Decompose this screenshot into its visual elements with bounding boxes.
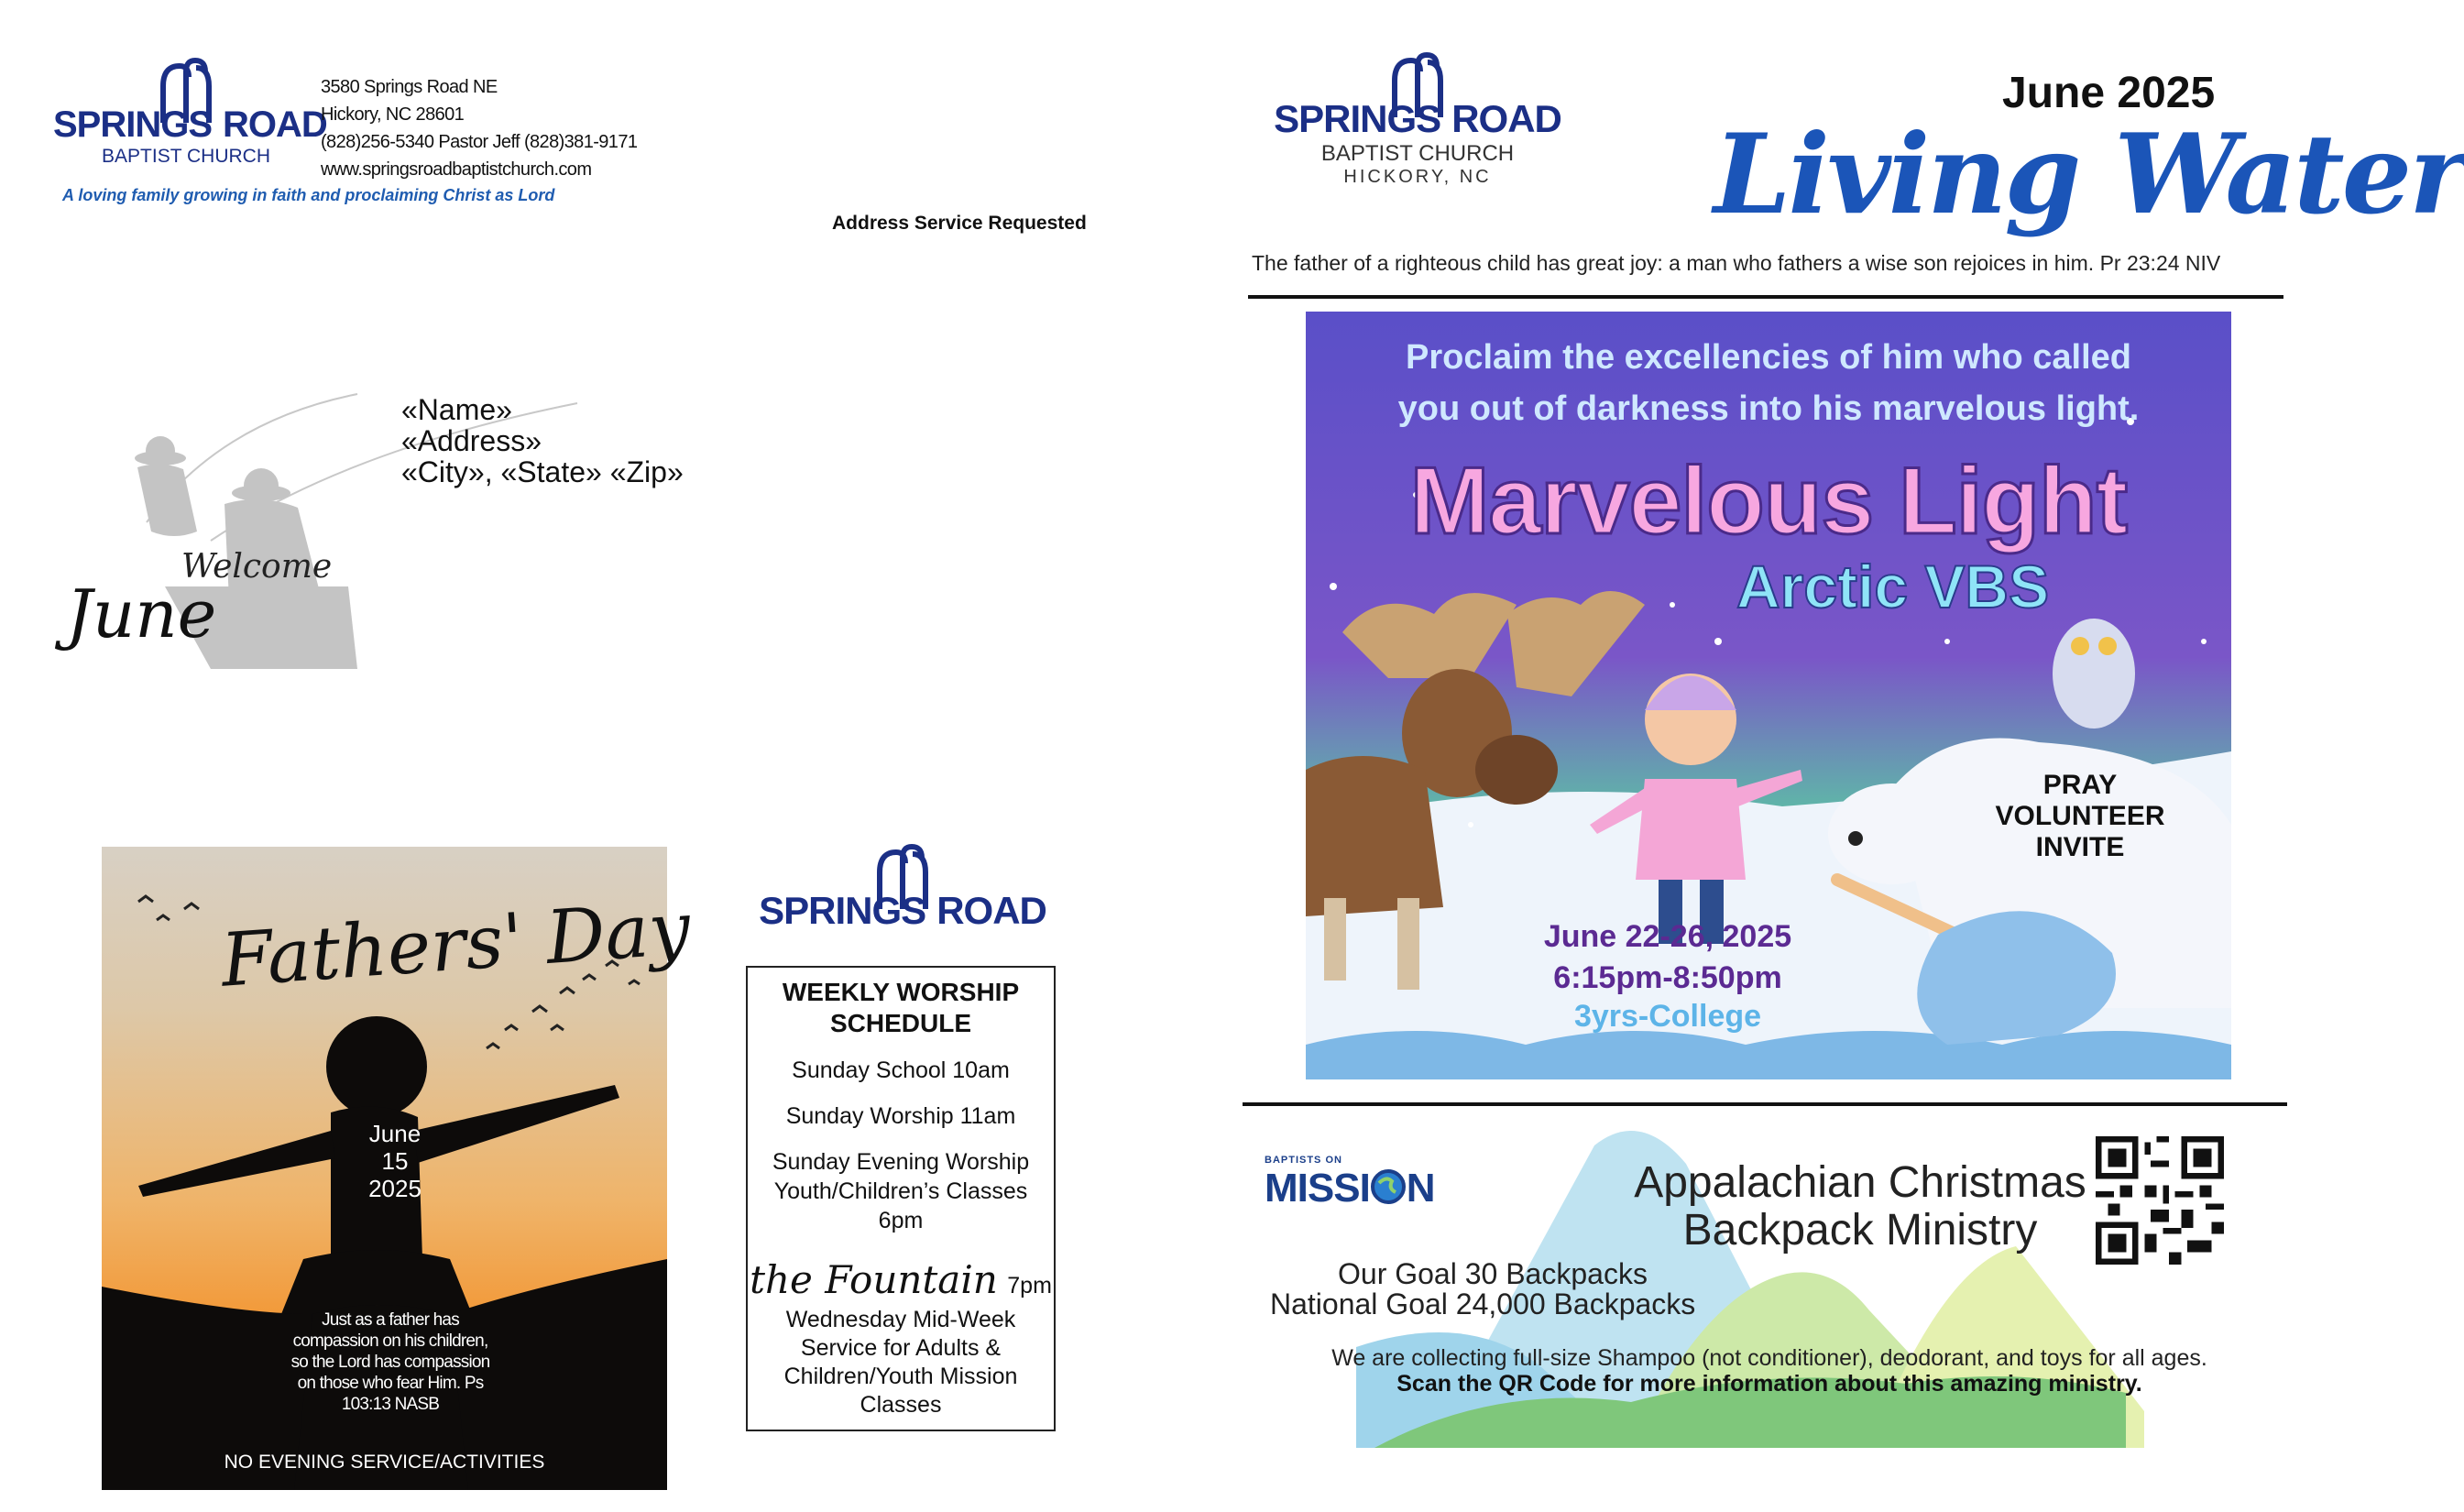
baptists-on-mission-logo xyxy=(1265,1155,1435,1211)
header-divider xyxy=(1248,295,2283,299)
fountain-description: Wednesday Mid-Week Service for Adults & Children/Youth Mission Classes xyxy=(783,1307,1018,1418)
issue-date: June 2025 xyxy=(2002,69,2216,117)
address-line: 3580 Springs Road NE xyxy=(321,77,498,97)
recipient-name: «Name» xyxy=(401,393,512,426)
ministry-title-line: Appalachian Christmas xyxy=(1634,1158,2086,1207)
vbs-date-range: June 22-26, 2025 xyxy=(1543,919,1792,954)
logo-name-left: SPRINGS xyxy=(1274,97,1441,140)
fountain-row xyxy=(748,1257,1054,1302)
vbs-times: 6:15pm-8:50pm xyxy=(1553,960,1782,995)
return-logo xyxy=(53,59,327,168)
owl-icon xyxy=(2053,619,2135,729)
june-script: June xyxy=(66,575,217,652)
vbs-subtitle: Arctic VBS xyxy=(1736,553,2050,620)
address-line: www.springsroadbaptistchurch.com xyxy=(321,159,592,180)
scan-qr-note: Scan the QR Code for more information about this amazing ministry. xyxy=(1396,1371,2142,1397)
cta-line: VOLUNTEER xyxy=(1995,801,2165,831)
recipient-address: «Address» xyxy=(401,424,542,457)
header-verse: The father of a righteous child has great joy: a man who fathers a wise son rejoices in him. Pr 23:24 NIV xyxy=(1252,251,2221,275)
church-tagline: A loving family growing in faith and proclaiming Christ as Lord xyxy=(62,186,555,204)
logo-location: HICKORY, NC xyxy=(1343,167,1492,187)
return-address xyxy=(321,73,637,183)
fathers-day-verse: Just as a father has compassion on his children, so the Lord has compassion on those who fear Him. Ps 103:13 NASB xyxy=(290,1310,490,1414)
logo-subtitle: BAPTIST CHURCH xyxy=(1320,141,1515,166)
recipient-city-state-zip: «City», «State» «Zip» xyxy=(401,455,684,488)
schedule-logo xyxy=(751,845,1054,933)
logo-subtitle: BAPTIST CHURCH xyxy=(102,146,270,167)
schedule-item: Sunday Evening Worship Youth/Children’s Classes 6pm xyxy=(772,1149,1030,1233)
qr-code-icon[interactable] xyxy=(2096,1136,2224,1265)
vbs-ages: 3yrs-College xyxy=(1573,999,1762,1034)
address-line: Hickory, NC 28601 xyxy=(321,104,465,125)
vbs-banner xyxy=(1306,312,2231,1079)
date-year: 2025 xyxy=(368,1175,422,1202)
date-day: 15 xyxy=(381,1147,409,1175)
bom-word-left: MISSI xyxy=(1265,1166,1370,1211)
logo-name-right: ROAD xyxy=(1451,97,1561,140)
bom-word-right: N xyxy=(1406,1166,1435,1211)
fathers-day-footer: NO EVENING SERVICE/ACTIVITIES xyxy=(224,1452,545,1473)
globe-icon xyxy=(1370,1168,1407,1205)
bom-big-text xyxy=(1265,1166,1435,1211)
logo-name-left: SPRINGS xyxy=(759,889,926,932)
logo-name-right: ROAD xyxy=(223,104,327,145)
local-goal: Our Goal 30 Backpacks xyxy=(1338,1257,1648,1290)
vbs-verse xyxy=(1306,332,2231,434)
section-divider xyxy=(1243,1102,2287,1106)
ministry-title-line: Backpack Ministry xyxy=(1682,1206,2038,1255)
logo-name-left: SPRINGS xyxy=(53,104,213,145)
fathers-day-title: Fathers' Day xyxy=(218,885,694,1003)
worship-schedule xyxy=(746,966,1056,1431)
vbs-title: Marvelous Light xyxy=(1409,448,2128,554)
national-goal: National Goal 24,000 Backpacks xyxy=(1270,1287,1696,1320)
mailing-label xyxy=(401,394,684,488)
vbs-call-to-action xyxy=(1984,770,2176,863)
schedule-title-line: WEEKLY WORSHIP xyxy=(782,978,1020,1006)
newsletter-title: Living Water xyxy=(1714,110,2464,239)
vbs-verse-line: Proclaim the excellencies of him who called xyxy=(1406,338,2131,377)
fathers-day-card xyxy=(102,847,694,1490)
collection-items: We are collecting full-size Shampoo (not conditioner), deodorant, and toys for all ages. xyxy=(1331,1345,2207,1371)
schedule-title-line: SCHEDULE xyxy=(829,1009,971,1037)
fountain-name: the Fountain xyxy=(750,1257,998,1302)
vbs-verse-line: you out of darkness into his marvelous light. xyxy=(1397,389,2140,428)
logo-name-right: ROAD xyxy=(936,889,1046,932)
cta-line: INVITE xyxy=(2035,832,2125,862)
vbs-dates xyxy=(1521,916,1814,999)
welcome-script: Welcome xyxy=(181,548,333,586)
fathers-day-date xyxy=(349,1120,441,1202)
schedule-item: Sunday School 10am xyxy=(792,1057,1010,1083)
bom-small-text: BAPTISTS ON xyxy=(1265,1155,1342,1166)
cta-line: PRAY xyxy=(2042,770,2118,800)
schedule-title xyxy=(748,977,1054,1039)
address-line: (828)256-5340 Pastor Jeff (828)381-9171 xyxy=(321,132,638,152)
date-month: June xyxy=(368,1120,422,1147)
newsletter-logo xyxy=(1266,53,1569,188)
schedule-item: Sunday Worship 11am xyxy=(785,1103,1016,1129)
fountain-time: 7pm xyxy=(1007,1273,1052,1298)
address-service-note: Address Service Requested xyxy=(832,213,1087,234)
